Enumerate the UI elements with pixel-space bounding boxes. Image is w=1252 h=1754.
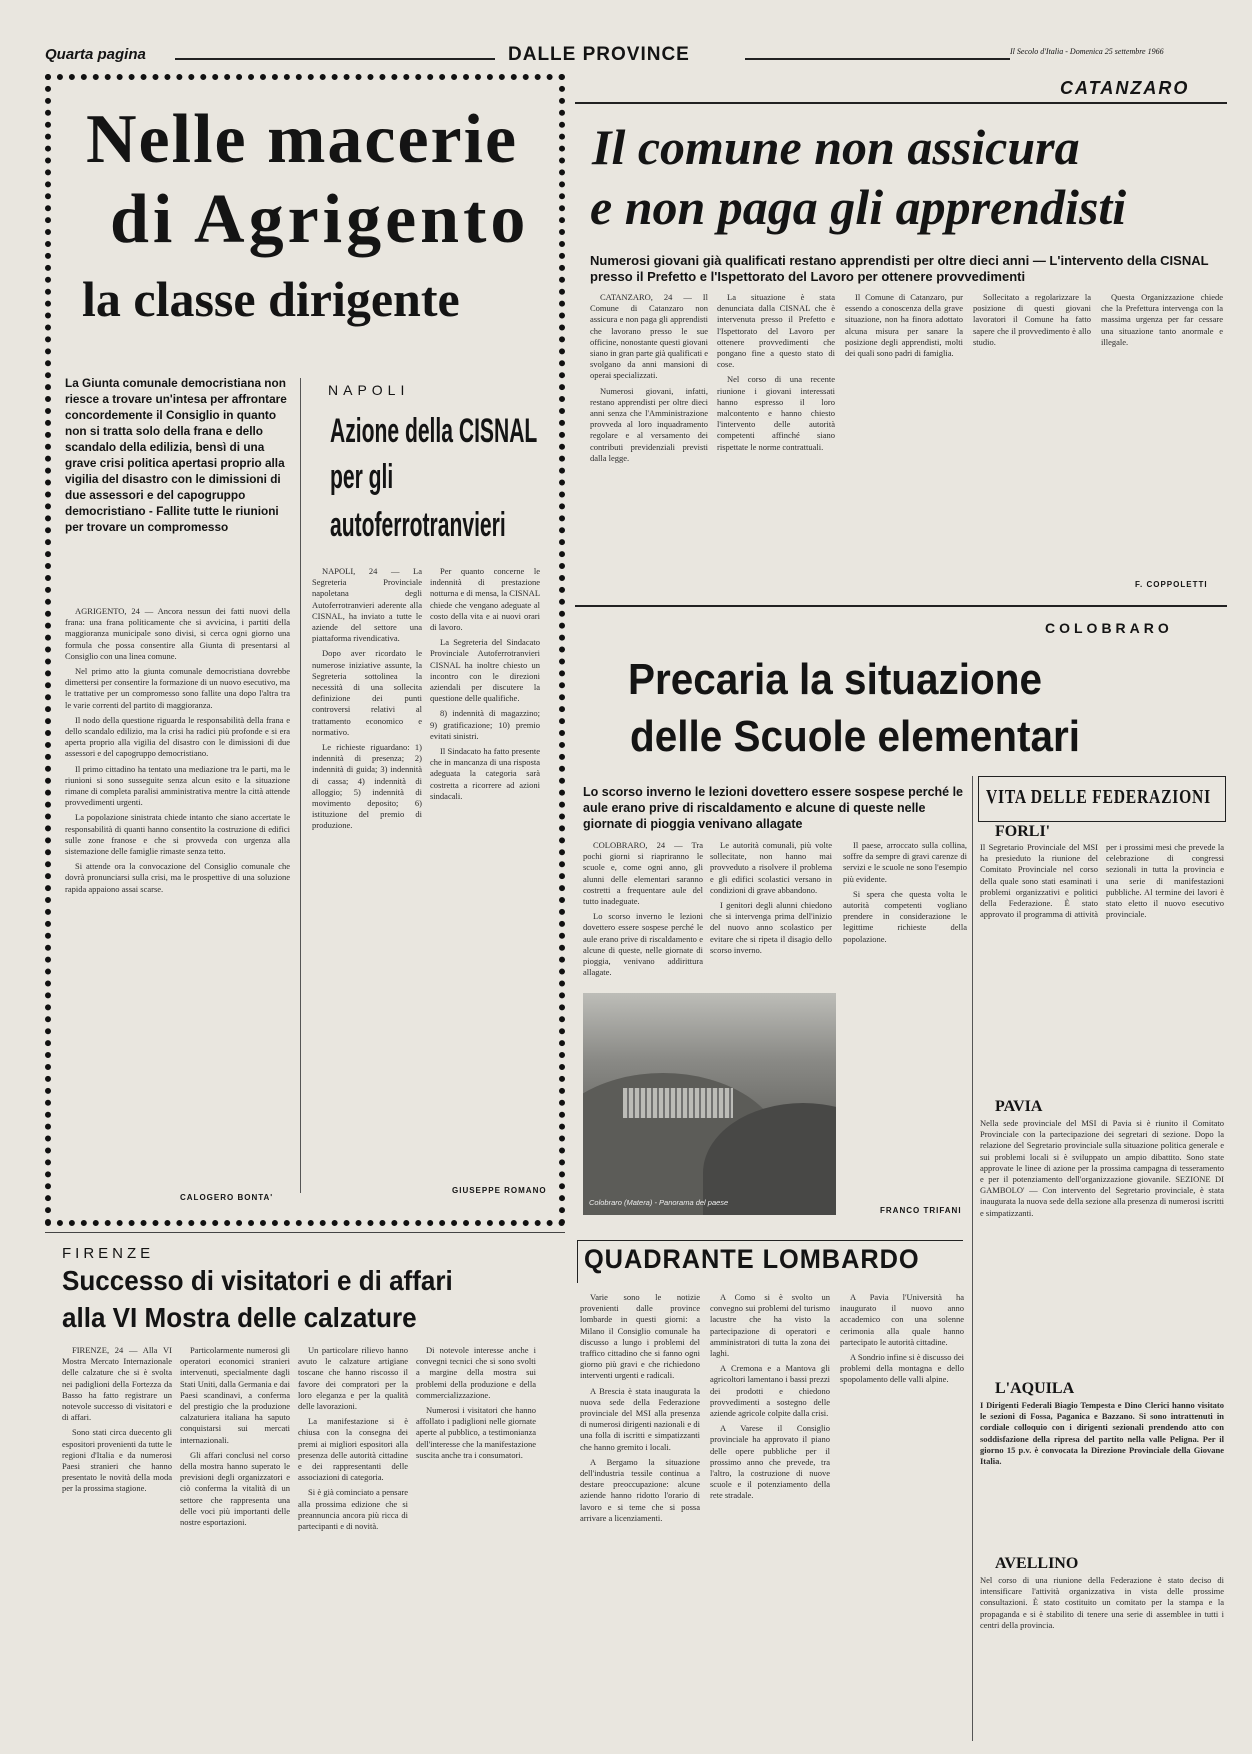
napoli-paragraph: 8) indennità di magazzino; 9) gratificazione; 10) premio evitati sinistri. — [430, 708, 540, 741]
agrigento-headline-3: la classe dirigente — [82, 271, 460, 327]
colobraro-headline-1: Precaria la situazione — [628, 655, 1042, 704]
lombardo-paragraph: A Brescia è stata inaugurata la nuova sede della Federazione provinciale del MSI alla presenza di numerosi dirigenti nazionali e di una folla di iscritti e simpatizzanti che hanno gremito i locali. — [580, 1385, 700, 1452]
napoli-paragraph: Le richieste riguardano: 1) indennità di presenza; 2) indennità di guida; 3) indennità di cassa; 4) indennità di alloggio; 5) indennità di movimento deposito; 6) istituzione del premio di produzione. — [312, 742, 422, 831]
agrigento-headline-1: Nelle macerie — [86, 101, 519, 178]
catanzaro-body-5 — [1101, 292, 1223, 577]
colobraro-paragraph: COLOBRARO, 24 — Tra pochi giorni si riapriranno le scuole e, come ogni anno, gli alunni delle elementari saranno costretti a frequentare aule del tutto inadeguate. — [583, 840, 703, 907]
napoli-paragraph: La Segreteria del Sindacato Provinciale Autoferrotranvieri CISNAL ha inoltre chiesto un incontro con le direzioni aziendali per discutere la questione delle qualifiche. — [430, 637, 540, 704]
catanzaro-signature: F. COPPOLETTI — [1135, 580, 1208, 589]
lombardo-body-3 — [840, 1292, 964, 1742]
federazioni-city-aquila: L'AQUILA — [995, 1380, 1075, 1397]
catanzaro-body-1 — [590, 292, 708, 592]
agrigento-paragraph: Il primo cittadino ha tentato una mediazione tra le parti, ma le riunioni si sono susseguite senza alcun esito e la situazione rimane di completa paralisi amministrativa mentre la città attende provvedimenti urgenti. — [65, 763, 290, 808]
photo-caption: Colobraro (Matera) - Panorama del paese — [589, 1198, 729, 1207]
napoli-headline-3: autoferrotranvieri — [330, 506, 506, 544]
catanzaro-paragraph: Sollecitato a regolarizzare la posizione di questi giovani lavoratori il Comune ha fatto sapere che il provvedimento è allo studio. — [973, 292, 1091, 347]
colobraro-paragraph: Il paese, arroccato sulla collina, soffre da sempre di gravi carenze di servizi e le scuole ne sono l'esempio più evidente. — [843, 840, 967, 884]
agrigento-summary: La Giunta comunale democristiana non riesce a trovare un'intesa per affrontare concordemente il Consiglio in quanto non si tratta solo della frana e dello scandalo della edilizia, bensì di una grave crisi politica apertasi proprio alla vigilia del disastro con le dimissioni di due assessori e del capogruppo democristiano - Fallite tutte le riunioni per trovare un compromesso — [65, 376, 287, 534]
catanzaro-paragraph: Nel corso di una recente riunione i giovani interessati hanno espresso il loro malcontento e hanno chiesto l'intervento delle autorità competenti affinché siano rispettate le norme contrattuali. — [717, 374, 835, 452]
colobraro-paragraph: Lo scorso inverno le lezioni dovettero essere sospese perché le aule erano prive di riscaldamento e alcune di queste, nelle giornate di pioggia, venivano addirittura allagate. — [583, 911, 703, 978]
napoli-paragraph: Il Sindacato ha fatto presente che in mancanza di una risposta adeguata la categoria sarà costretta a ricorrere ad azioni sindacali. — [430, 746, 540, 801]
federazioni-city-avellino: AVELLINO — [995, 1555, 1079, 1572]
catanzaro-paragraph: CATANZARO, 24 — Il Comune di Catanzaro non assicura e non paga gli apprendisti che lavorano presso le sue officine, nonostante questi giovani siano in gran parte già qualificati e svolgano da anni mansioni di operai specializzati. — [590, 292, 708, 381]
firenze-paragraph: Gli affari conclusi nel corso della mostra hanno superato le previsioni degli organizzatori e ciò conferma la vitalità di un settore che rappresenta una delle voci più importanti delle nostre esportazioni. — [180, 1449, 290, 1528]
page-label: Quarta pagina — [45, 46, 146, 63]
header-rule-left — [175, 58, 495, 60]
federazioni-rule — [972, 776, 973, 1741]
lombardo-body-1 — [580, 1292, 700, 1742]
catanzaro-paragraph: Il Comune di Catanzaro, pur essendo a conoscenza della grave situazione, non ha finora adottato alcuna misura per sanare la posizione degli apprendisti, molti dei quali sono padri di famiglia. — [845, 292, 963, 359]
catanzaro-body-2 — [717, 292, 835, 592]
colobraro-kicker: COLOBRARO — [1045, 620, 1173, 636]
firenze-kicker: FIRENZE — [62, 1245, 155, 1262]
catanzaro-paragraph: La situazione è stata denunciata dalla CISNAL che è intervenuta presso il Prefetto e l'Ispettorato del Lavoro per ottenere provvedimenti che pongano fine a questo stato di cose. — [717, 292, 835, 370]
napoli-paragraph: Per quanto concerne le indennità di prestazione notturna e di mensa, la CISNAL chiede che vengano adeguate al costo della vita e ai nuovi orari di lavoro. — [430, 566, 540, 633]
napoli-signature: GIUSEPPE ROMANO — [452, 1186, 547, 1195]
lombardo-paragraph: A Cremona e a Mantova gli agricoltori lamentano i bassi prezzi dei prodotti e chiedono provvedimenti a sostegno delle aziende agricole colpite dalla crisi. — [710, 1363, 830, 1419]
colobraro-top-rule — [575, 605, 1227, 607]
catanzaro-headline-2: e non paga gli apprendisti — [590, 179, 1127, 235]
firenze-paragraph: Numerosi i visitatori che hanno affollato i padiglioni nelle giornate aperte al pubblico, a testimonianza dell'interesse che la manifestazione suscita anche tra i consumatori. — [416, 1405, 536, 1460]
federazioni-header: VITA DELLE FEDERAZIONI — [986, 786, 1211, 808]
colobraro-paragraph: Si spera che questa volta le autorità competenti vogliano prendere in considerazione le legittime richieste della popolazione. — [843, 888, 967, 944]
napoli-paragraph: Dopo aver ricordato le numerose iniziative assunte, la Segreteria sottolinea la necessità di una sollecita definizione dei punti controversi relativi al trattamento economico e normativo. — [312, 648, 422, 737]
colobraro-photo — [583, 993, 836, 1215]
catanzaro-paragraph: Questa Organizzazione chiede che la Prefettura intervenga con la massima urgenza per far cessare una situazione tanto anormale e illegale. — [1101, 292, 1223, 347]
napoli-body-right — [430, 566, 540, 1181]
federazioni-text-pavia: Nella sede provinciale del MSI di Pavia si è riunito il Comitato Provinciale con la partecipazione dei segretari di sezione. Dopo la relazione del Segretario provinciale sulla situazione politica generale e sui problemi locali si è sviluppato un ampio dibattito. Sono state approvate le linee di azione per la prossima campagna di tesseramento e per il potenziamento dell'organizzazione giovanile. SEZIONE DI GAMBOLO' — Con intervento del Segretario provinciale, è stata inaugurata la nuova sede della sezione alla presenza di numerosi iscritti e simpatizzanti. — [980, 1118, 1224, 1218]
catanzaro-body-3 — [845, 292, 963, 592]
lombardo-paragraph: A Como si è svolto un convegno sui problemi del turismo lacustre che ha visto la partecipazione di operatori e amministratori di tutta la zona dei laghi. — [710, 1292, 830, 1359]
colobraro-body-1 — [583, 840, 703, 990]
agrigento-paragraph: La popolazione sinistrata chiede intanto che siano accertate le responsabilità di quanti hanno consentito la costruzione di edifici sulle zone franose e che si provveda con urgenza alla sistemazione delle famiglie rimaste senza tetto. — [65, 812, 290, 857]
federazioni-city-pavia: PAVIA — [995, 1098, 1043, 1115]
colobraro-paragraph: I genitori degli alunni chiedono che si intervenga prima dell'inizio del nuovo anno scolastico per evitare che si ripeta il disagio dello scorso inverno. — [710, 900, 832, 955]
colobraro-headline-2: delle Scuole elementari — [630, 712, 1080, 761]
photo-town — [623, 1088, 733, 1118]
colobraro-body-3 — [843, 840, 967, 1205]
header-rule-right — [745, 58, 1010, 60]
firenze-paragraph: Sono stati circa duecento gli espositori provenienti da tutte le regioni d'Italia e da numerosi Paesi stranieri che hanno presentato le novità della moda per la prossima stagione. — [62, 1427, 172, 1494]
firenze-paragraph: FIRENZE, 24 — Alla VI Mostra Mercato Internazionale delle calzature che si è svolta nei padiglioni della Fortezza da Basso ha fatto registrare un notevole successo di visitatori e di affari. — [62, 1345, 172, 1423]
lombardo-title: QUADRANTE LOMBARDO — [584, 1244, 920, 1274]
agrigento-paragraph: Nel primo atto la giunta comunale democristiana dovrebbe dimettersi per consentire la formazione di un nuovo esecutivo, ma le trattative per un compromesso sono fallite una dopo l'altra tra le varie correnti del partito di maggioranza. — [65, 666, 290, 710]
agrigento-signature: CALOGERO BONTA' — [180, 1193, 274, 1202]
colobraro-subtitle: Lo scorso inverno le lezioni dovettero essere sospese perché le aule erano prive di riscaldamento e alcune di queste nelle giornate di pioggia venivano allagate — [583, 785, 964, 831]
agrigento-paragraph: Si attende ora la convocazione del Consiglio comunale che dovrà pronunciarsi sulla crisi, ma le prospettive di una soluzione rapida appaiono assai scarse. — [65, 861, 290, 894]
section-title: DALLE PROVINCE — [508, 44, 690, 65]
lombardo-paragraph: A Sondrio infine si è discusso dei problemi della montagna e dello spopolamento delle valli alpine. — [840, 1352, 964, 1385]
federazioni-text-avellino: Nel corso di una riunione della Federazione è stato deciso di intensificare l'attività organizzativa in vista delle prossime consultazioni. È stato costituito un comitato per la stampa e la propaganda e si è stabilito di tenere una serie di assemblee in tutti i centri della provincia. — [980, 1575, 1224, 1630]
lombardo-paragraph: A Pavia l'Università ha inaugurato il nuovo anno accademico con una solenne cerimonia alla quale hanno partecipato le autorità cittadine. — [840, 1292, 964, 1347]
agrigento-headline-2: di Agrigento — [110, 181, 530, 258]
napoli-body-left — [312, 566, 422, 1186]
firenze-body-4 — [416, 1345, 536, 1740]
agrigento-paragraph: AGRIGENTO, 24 — Ancora nessun dei fatti nuovi della frana: una frana politicamente che si avvicina, i partiti della maggioranza municipale sono divisi, si cerca ogni giorno una formula che possa consentire alla Giunta di presentarsi al Consiglio con una linea comune. — [65, 606, 290, 661]
firenze-paragraph: Un particolare rilievo hanno avuto le calzature artigiane toscane che hanno riscosso il favore dei compratori per la loro eleganza e per la qualità delle lavorazioni. — [298, 1345, 408, 1412]
lombardo-paragraph: A Bergamo la situazione dell'industria tessile continua a destare preoccupazione: alcune aziende hanno ridotto l'orario di lavoro e si teme che si possa arrivare a licenziamenti. — [580, 1456, 700, 1523]
federazioni-city-forli: FORLI' — [995, 823, 1051, 840]
colobraro-signature: FRANCO TRIFANI — [880, 1206, 962, 1215]
firenze-paragraph: Particolarmente numerosi gli operatori economici stranieri intervenuti, specialmente dagli Stati Uniti, dalla Germania e dai Paesi scandinavi, a conferma del prestigio che la produzione calzaturiera italiana ha saputo conquistarsi sui mercati internazionali. — [180, 1345, 290, 1445]
federazioni-text-forli: Il Segretario Provinciale del MSI ha presieduto la riunione del Comitato Provinciale nel corso della quale sono stati esaminati i problemi organizzativi e politici della Federazione. È stato approvato il programma di attività per i prossimi mesi che prevede la celebrazione di congressi sezionali in tutta la provincia e una serie di manifestazioni pubbliche. Al termine dei lavori è stato eletto il nuovo esecutivo provinciale. — [980, 842, 1224, 920]
lombardo-paragraph: Varie sono le notizie provenienti dalle province lombarde in questi giorni: a Milano il Consiglio comunale ha discusso a lungo i problemi del traffico cittadino che si fanno ogni giorno più gravi e che richiedono interventi urgenti e radicali. — [580, 1292, 700, 1381]
napoli-headline-1: Azione della CISNAL — [330, 412, 538, 450]
lombardo-paragraph: A Varese il Consiglio provinciale ha approvato il piano delle opere pubbliche per il prossimo anno che prevede, tra l'altro, la costruzione di nuove scuole e il potenziamento della rete stradale. — [710, 1423, 830, 1501]
catanzaro-subtitle: Numerosi giovani già qualificati restano apprendisti per oltre dieci anni — L'intervento della CISNAL presso il Prefetto e l'Ispettorato del Lavoro per ottenere provvedimenti — [590, 253, 1209, 284]
catanzaro-body-4 — [973, 292, 1091, 592]
agrigento-body — [65, 606, 290, 1186]
firenze-body-2 — [180, 1345, 290, 1740]
firenze-paragraph: Si è già cominciato a pensare alla prossima edizione che si preannuncia ancora più ricca di partecipanti e di novità. — [298, 1487, 408, 1532]
firenze-body-1 — [62, 1345, 172, 1740]
agrigento-paragraph: Il nodo della questione riguarda le responsabilità della frana e dello scandalo edilizio, ma la crisi ha radici più profonde e si era aperta proprio alla vigilia del disastro con le dimissioni di due assessori e del capogruppo democristiano. — [65, 714, 290, 759]
catanzaro-paragraph: Numerosi giovani, infatti, restano apprendisti per oltre dieci anni senza che l'Amministrazione provveda al loro inquadramento regolare e al versamento dei contributi previdenziali previsti dalla legge. — [590, 385, 708, 463]
firenze-headline-2: alla VI Mostra delle calzature — [62, 1302, 417, 1333]
firenze-paragraph: La manifestazione si è chiusa con la consegna dei premi ai migliori espositori alla presenza delle autorità cittadine e dei rappresentanti delle associazioni di categoria. — [298, 1416, 408, 1483]
napoli-rule — [300, 378, 301, 1193]
catanzaro-headline-1: Il comune non assicura — [592, 119, 1080, 175]
catanzaro-kicker: CATANZARO — [1060, 78, 1190, 98]
colobraro-body-2 — [710, 840, 832, 990]
masthead-date: Il Secolo d'Italia - Domenica 25 settembre 1966 — [1010, 47, 1164, 56]
firenze-top-rule — [45, 1232, 565, 1233]
napoli-headline-2: per gli — [330, 458, 394, 496]
firenze-headline-1: Successo di visitatori e di affari — [62, 1265, 453, 1296]
federazioni-text-aquila: I Dirigenti Federali Biagio Tempesta e Dino Clerici hanno visitato le sezioni di Fossa, Paganica e Bazzano. Si sono intrattenuti in cordiale colloquio con i dirigenti sezionali prendendo atto con soddisfazione della ripresa del partito nella valle Peligna. Per il giorno 15 p.v. è convocata la Direzione Provinciale della Giovane Italia. — [980, 1400, 1224, 1467]
firenze-body-3 — [298, 1345, 408, 1740]
catanzaro-rule — [575, 102, 1227, 104]
firenze-paragraph: Di notevole interesse anche i convegni tecnici che si sono svolti a margine della mostra sui problemi della produzione e della commercializzazione. — [416, 1345, 536, 1400]
napoli-kicker: NAPOLI — [328, 382, 410, 398]
napoli-paragraph: NAPOLI, 24 — La Segreteria Provinciale napoletana degli Autoferrotranvieri aderente alla CISNAL, ha inviato a tutte le aziende del settore una piattaforma rivendicativa. — [312, 566, 422, 644]
colobraro-paragraph: Le autorità comunali, più volte sollecitate, non hanno mai provveduto a risolvere il problema e gli edifici scolastici versano in condizioni di grave abbandono. — [710, 840, 832, 895]
lombardo-body-2 — [710, 1292, 830, 1742]
